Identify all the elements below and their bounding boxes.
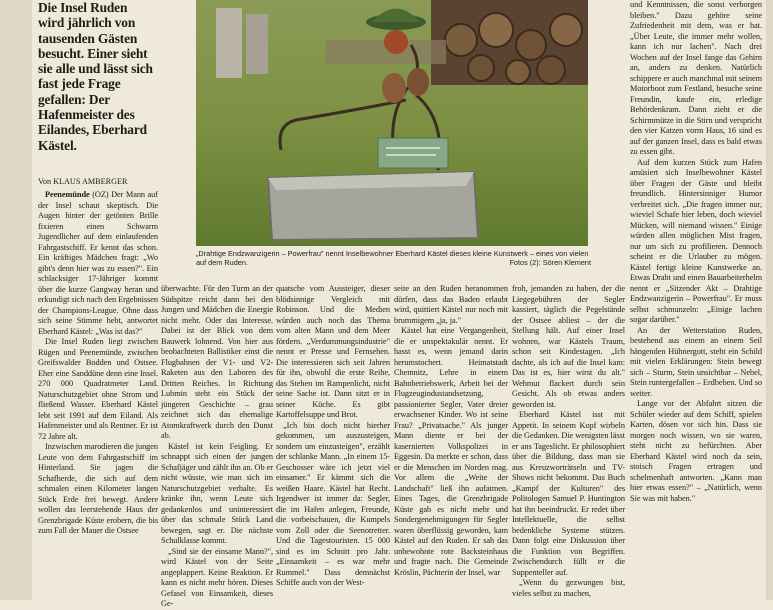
paragraph: Lange vor der Abfahrt sitzen die Schüler wieder auf dem Schiff, spielen Karten, dösen vor sich hin. Dass sie morgen noch wissen, wo sie waren, steht nicht zu befürchten. Aber Eberhard Kästel wird noch da sein, stoisch Fragen ertragen und schelmenhaft antworten. „Kann man hier etwas essen?" – „Natürlich, wenn Sie was mit haben." [630,399,762,503]
paragraph: und Kenntnissen, die sonst verborgen bleiben." Dazu gehöre seine Zufriedenheit mit dem, was er hat. „Über Leute, die immer mehr wollen, kann ich nur lachen". Nach drei Wochen auf der Insel fange das Gehirn an, anders zu denken. Natürlich schippere er auch manchmal mit seinem Motorboot zum Festland, besuche seine Freundin, kaufe ein, erledige Behördenkram. Dann zieht er die Schirmmütze in die Stirn und verspricht den vier Katzen vorm Haus, 16 sind es auf der ganzen Insel, dass es bald etwas zu essen gibt. [630,0,762,156]
article-column-6 [630,0,762,600]
photo-caption-block [196,249,591,271]
lead-text: Die Insel Ruden wird jährlich von tausenden Gästen besucht. Einer sieht sie alle und lässt sich fast jede Frage gefallen: Der Hafenmeister des Eilandes, Eberhard Kästel. [38,0,153,153]
dateline: Peenemünde [45,190,90,199]
article-column-5 [512,284,625,600]
paragraph: „Sind sie der einsame Mann?", wird Kästel von der Seite angeplappert. Keine Reaktion. Er kann es nicht mehr hören. Dieses Gefasel von Einsamkeit, dieses Ge- [161,546,273,608]
paragraph: Kästel ist kein Feigling. Er schnappt sich einen der jungen Schafjäger und zählt ihn an. Ob er nicht wüsste, wie man sich im Naturschutzgebiet verhalte. Es kränke ihn, wenn Leute sich gedankenlos und uninteressiert über das schmale Stück Land bewegen, sagt er. Die nächste Schulklasse kommt. [161,441,273,545]
paragraph: „Ich bin doch nicht hierher gekommen, um auszusteigen, sondern um einzusteigen", erzählt der schlanke Mann. „In einem 15-Geschosser wäre ich jetzt viel einsamer." Er kämmt sich die weißen Haare. Kästel hat Recht. Irgendwer ist immer da: Segler, die im Hafen anlegen, Freunde, die vorbeischauen, die Kumpels vom Zoll oder die Seenotretter. Und die Tagestouristen. 15 000 sind es im Schnitt pro Jahr. „Einsamkeit – es war mehr Rummel." Dass demnächst Schiffe auch von der West- [276,420,390,587]
page-edge-left [0,0,32,600]
paragraph: froh, jemanden zu haben, der die Liegegebühren der Segler kassiert, täglich die Pegelstände der Ostsee abliest – der die Stellung hält. Auf einer Insel wohnen, war Kästels Traum, schon seit Kindestagen. „Ich dachte, als ich auf die Insel kam: Das ist es, hier wirst du alt." Wehmut flackert durch sein Gesicht. Als ob etwas anders geworden ist. [512,284,625,409]
page-edge-right [766,0,773,600]
paragraph-text: (OZ) Der Mann auf der Insel schaut skeptisch. Die Augen hinter der getönten Brille fixieren einen Schwarm Jugendlicher auf dem einlaufenden Fahrgastschiff. Er kennt das schon. Ein kräftiges Mädchen fragt: „Wo gibt's denn hier was zu essen?". Ein schlacksiger 17-Jähriger kommt über die kurze Gangway heran und erkundigt sich nach den Ergebnissen der Champions-League. Ohne dass sich seine Stimme hebt, antwortet Eberhard Kästel: „Was ist das?" [38,190,158,336]
paragraph: Auf dem kurzen Stück zum Hafen amüsiert sich Inselbewohner Kästel über Fragen der Gäste und bleibt freundlich. Hintersinniger Humor verbreitet sich. „Die fragen immer nur, wieviel Schafe hier leben, doch wieviel Mücken, will niemand wissen." Einige würden allen möglichen Mist fragen, nur um sich zu profilieren. Dennoch scheint er die Urlauber zu mögen. Kästel fertigt kleine Kunstwerke an. Etwas Draht und einen Bauarbeiterhelm nennt er „Sitzender Akt – Drahtige Endzwanzigerin – Powerfrau". Er muss selbst schmunzeln: „Einige lachen sogar darüber." [630,157,762,324]
article-lead [38,0,156,187]
article-column-4 [394,284,508,600]
article-column-1 [38,190,158,600]
paragraph: seite an den Ruden heranommen dürfen, dass das Baden erlaubt wird, quittiert Kästel nur noch mit brummigem „ja, ja." [394,284,508,325]
paragraph: Inzwischen marodieren die jungen Leute von dem Fahrgastschiff im Hinterland. Sie jagen die Schafherde, die sich auf dem schmalen einen Kilometer langen Stück Erde frei bewegt. Andere wollen das leerstehende Haus der Grenzbrigade Küste erobern, die bis zum Fall der Mauer die Ostsee [38,442,158,535]
paragraph: Die Insel Ruden liegt zwischen Rügen und Peenemünde, zwischen Greifswalder Bodden und Ostsee. Eher eine Sanddüne denn eine Insel. 270 000 Quadratmeter Land. Naturschutzgebiet ohne Strom und fließend Wasser. Eberhard Kästel lebt seit 1991 auf dem Eiland. Als Hafenmeister und als Rentner. Er ist 72 Jahre alt. [38,337,158,441]
article-column-2 [161,284,273,608]
paragraph: Eberhard Kästel isst mit Appetit. In seinem Kopf wirbeln die Gedanken. Die wenigsten lässt er ans Tageslicht. Er philosophiert über die Bildung, dass man sie aus Kreuzworträtseln und TV-Shows nicht bekommt. Das Buch „Kampf der Kulturen" des Politologen Samuel P. Huntington hat ihn beeindruckt. Er redet über Intellektuelle, die selbst bedenkliche Systeme stützen. Dann folgt eine Diskussion über die Funktion von Begriffen. Zwischendurch füllt er die Suppenteller auf. [512,410,625,577]
paragraph: überwachte. Für den Turm an der Südspitze reicht dann bei den Jungen und Mädchen die Energie nicht mehr. Oder das Interesse. Dabei ist der Blick von dem Bauwerk lohnend. Von hier aus beobachteten Ballistiker einst die Flugbahnen der V1- und V2-Raketen aus den Laboren des Dritten Reiches. In Richtung Lubmin steht ein Stück der jüngeren Geschichte – grau zeichnet sich das ehemalige Atomkraftwerk durch den Dunst ab. [161,284,273,440]
paragraph: „Wenn du gezwungen bist, vieles selbst zu machen, [512,578,625,598]
paragraph: An der Wetterstation Ruden, bestehend aus einem an einem Seil hängenden Hühnergott, steht ein Schild mit vielen Erklärungen: Stein bewegt sich – Sturm, Stein unsichtbar – Nebel, Stein runtergefallen – Erdbeben. Und so weiter. [630,325,762,398]
paragraph: Kästel hat eine Vergangenheit, die er unspektakulär nennt. Er hasst es, wenn jemand darin herumstochert. Heimatstadt Chemnitz, Lehre in einem Bahnbetriebswerk, Arbeit bei der Flugzeugindustandsetzung, passionierter Segler, Vater dreier erwachsener Kinder. Wo ist seine Frau? „Privatsache." Als junger Mann diente er bei der kasernierten Volkspolizei in Eggesin. Da merkte er schon, dass er die Menschen im Norden mag. Vor allem die „Weite der Landschaft" ließ ihn aufatmen. Eines Tages, die Grenzbrigade Küste gab es nicht mehr und Sondergenehmigungen für Segler waren überflüssig geworden, kam Kästel auf den Ruden. Er sah das unbewohnte rote Backsteinhaus und fragte nach. Die Gemeinde Kröslin, Pächterin der Insel, war [394,326,508,577]
byline: Von KLAUS AMBERGER [38,177,128,186]
paragraph: quatsche vom Aussteiger, dieser blödsinnige Vergleich mit Robinson. Und die Medien würden auch noch das Thema vom alten Mann und dem Meer fördern. „Verdummungsindustrie" nennt er Presse und Fernsehen. Die interessieren sich seit Jahren für ihn, obwohl die erste Reihe, das Stehen im Rampenlicht, nicht seine Sache ist. Dann sitzt er in seiner Küche. Es gibt Kartoffelsuppe und Brot. [276,284,390,419]
photo-caption [196,249,591,267]
photo-wire-sculpture [196,0,588,246]
article-photo [196,0,588,246]
caption-text: „Drahtige Endzwanzigerin – Powerfrau" nennt Inselbewohner Eberhard Kästel dieses kleine Kunstwerk – eines von vielen auf dem Ruden. [196,249,589,267]
article-column-3 [276,284,390,600]
paragraph [38,190,158,337]
photo-credit: Fotos (2): Sören Klement [509,258,591,267]
